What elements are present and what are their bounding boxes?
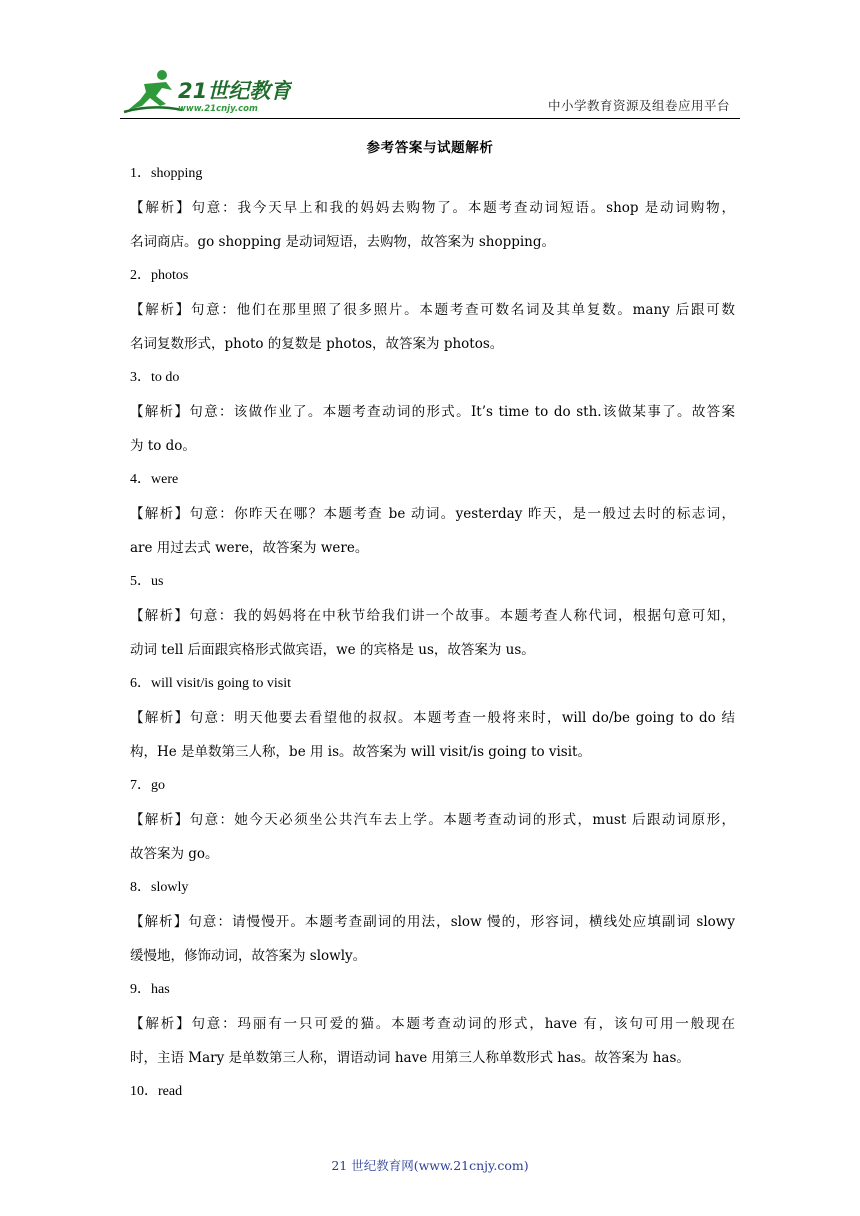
explanation-line: 【解析】句意：他们在那里照了很多照片。本题考查可数名词及其单复数。many 后跟可数 bbox=[130, 302, 735, 318]
explanation-line: 【解析】句意：我今天早上和我的妈妈去购物了。本题考查动词短语。shop 是动词购物， bbox=[130, 200, 735, 216]
answer-line: 5．us bbox=[130, 574, 164, 589]
answer-line: 2．photos bbox=[130, 268, 189, 283]
explanation-line: 构，He 是单数第三人称，be 用 is。故答案为 will visit/is going to visit。 bbox=[130, 744, 591, 760]
answer-item bbox=[130, 265, 735, 367]
answer-item bbox=[130, 877, 735, 979]
explanation-line: 名词商店。go shopping 是动词短语，去购物，故答案为 shopping。 bbox=[130, 234, 556, 250]
answer-item bbox=[130, 469, 735, 571]
explanation-line: 【解析】句意：她今天必须坐公共汽车去上学。本题考查动词的形式，must 后跟动词原形， bbox=[130, 812, 735, 828]
answer-line: 10．read bbox=[130, 1084, 183, 1099]
answer-line: 1．shopping bbox=[130, 166, 203, 181]
logo-21cnjy bbox=[122, 66, 292, 116]
answer-line: 6．will visit/is going to visit bbox=[130, 676, 292, 691]
explanation-line: 【解析】句意：明天他要去看望他的叔叔。本题考查一般将来时，will do/be going to do 结 bbox=[130, 710, 735, 726]
explanation-line: 【解析】句意：请慢慢开。本题考查副词的用法，slow 慢的，形容词，横线处应填副词 slowy bbox=[130, 914, 735, 930]
explanation-line: 为 to do。 bbox=[130, 438, 196, 454]
page-header bbox=[0, 0, 860, 125]
page-title: 参考答案与试题解析 bbox=[366, 140, 494, 156]
explanation-line: 动词 tell 后面跟宾格形式做宾语，we 的宾格是 us，故答案为 us。 bbox=[130, 642, 535, 658]
explanation-line: 时，主语 Mary 是单数第三人称，谓语动词 have 用第三人称单数形式 has。故答案为 has。 bbox=[130, 1050, 690, 1066]
answer-line: 8．slowly bbox=[130, 880, 189, 895]
page-footer: 21 世纪教育网(www.21cnjy.com) bbox=[331, 1158, 529, 1173]
answer-item bbox=[130, 1081, 735, 1115]
logo-text: 21世纪教育 bbox=[178, 79, 292, 103]
answer-line: 3．to do bbox=[130, 370, 180, 385]
answer-item bbox=[130, 979, 735, 1081]
answer-line: 7．go bbox=[130, 778, 165, 793]
header-rule bbox=[120, 118, 740, 119]
explanation-line: 【解析】句意：我的妈妈将在中秋节给我们讲一个故事。本题考查人称代词，根据句意可知， bbox=[130, 608, 735, 624]
answer-item bbox=[130, 163, 735, 265]
answer-line: 4．were bbox=[130, 472, 179, 487]
explanation-line: 【解析】句意：该做作业了。本题考查动词的形式。It’s time to do sth.该做某事了。故答案 bbox=[130, 404, 735, 420]
explanation-line: 故答案为 go。 bbox=[130, 846, 219, 862]
answer-list bbox=[130, 163, 735, 1115]
explanation-line: 缓慢地，修饰动词，故答案为 slowly。 bbox=[130, 948, 367, 964]
answer-item bbox=[130, 571, 735, 673]
logo-url: www.21cnjy.com bbox=[178, 104, 258, 114]
explanation-line: 【解析】句意：玛丽有一只可爱的猫。本题考查动词的形式，have 有，该句可用一般现在 bbox=[130, 1016, 735, 1032]
answer-line: 9．has bbox=[130, 982, 170, 997]
answer-item bbox=[130, 673, 735, 775]
explanation-line: are 用过去式 were，故答案为 were。 bbox=[130, 540, 369, 556]
answer-item bbox=[130, 367, 735, 469]
explanation-line: 【解析】句意：你昨天在哪？本题考查 be 动词。yesterday 昨天，是一般过去时的标志词， bbox=[130, 506, 735, 522]
answer-item bbox=[130, 775, 735, 877]
explanation-line: 名词复数形式，photo 的复数是 photos，故答案为 photos。 bbox=[130, 336, 504, 352]
runner-icon bbox=[124, 70, 182, 112]
platform-name: 中小学教育资源及组卷应用平台 bbox=[547, 98, 730, 113]
